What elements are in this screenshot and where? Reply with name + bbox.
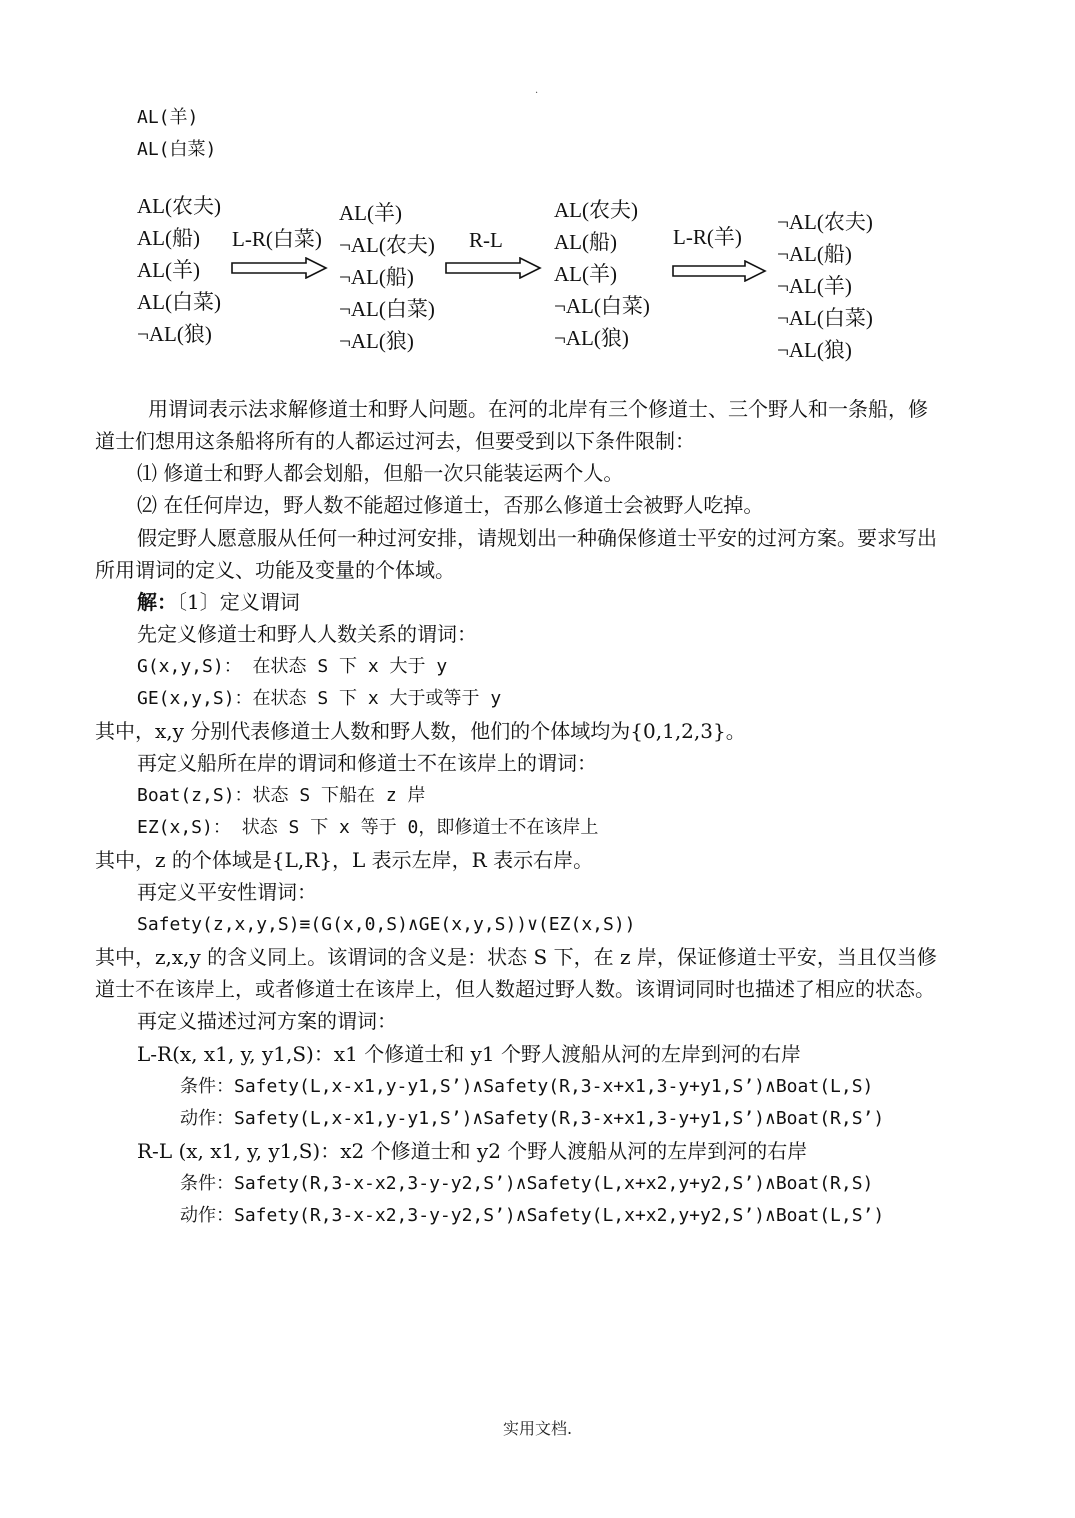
l-r-action: 动作：Safety(L,x-x1,y-y1,S’)∧Safety(R,3-x+x1,3-y+y1,S’)∧Boat(R,S’) <box>180 1108 885 1129</box>
text-line: 先定义修道士和野人人数关系的谓词： <box>137 622 477 646</box>
state-1-item: ¬AL(狼) <box>137 322 212 346</box>
state-4-item: ¬AL(白菜) <box>777 306 873 330</box>
state-2-item: ¬AL(船) <box>339 265 414 289</box>
state-1-item: AL(羊) <box>137 258 200 282</box>
state-4 <box>777 210 873 370</box>
predicate-boat: Boat(z,S)：状态 S 下船在 z 岸 <box>137 785 426 806</box>
r-l-condition: 条件：Safety(R,3-x-x2,3-y-y2,S’)∧Safety(L,x+x2,y+y2,S’)∧Boat(R,S) <box>180 1173 874 1194</box>
right-arrow-icon <box>230 257 328 279</box>
state-3-item: ¬AL(白菜) <box>554 294 650 318</box>
predicate-ez: EZ(x,S)： 状态 S 下 x 等于 0，即修道士不在该岸上 <box>137 817 599 838</box>
top-line-2: AL(白菜) <box>137 139 217 160</box>
l-r-condition: 条件：Safety(L,x-x1,y-y1,S’)∧Safety(R,3-x+x1,3-y+y1,S’)∧Boat(L,S) <box>180 1076 874 1097</box>
solution-heading <box>137 590 300 614</box>
paragraph-assume-1: 假定野人愿意服从任何一种过河安排，请规划出一种确保修道士平安的过河方案。要求写出 <box>137 526 937 550</box>
state-2 <box>339 201 435 361</box>
solution-label: 解： <box>137 590 177 614</box>
operation-label-2: R-L <box>469 228 503 252</box>
state-4-item: ¬AL(农夫) <box>777 210 873 234</box>
state-1-item: AL(船) <box>137 226 200 250</box>
right-arrow-icon <box>444 257 542 279</box>
state-3-item: AL(羊) <box>554 262 617 286</box>
predicate-r-l: R-L (x, x1, y, y1,S)：x2 个修道士和 y2 个野人渡船从河的左岸到河的右岸 <box>137 1139 808 1163</box>
state-3-item: AL(农夫) <box>554 198 638 222</box>
page-footer: 实用文档. <box>502 1419 573 1438</box>
predicate-l-r: L-R(x, x1, y, y1,S)：x1 个修道士和 y1 个野人渡船从河的左岸到河的右岸 <box>137 1042 801 1066</box>
predicate-g: G(x,y,S)： 在状态 S 下 x 大于 y <box>137 656 448 677</box>
state-2-item: AL(羊) <box>339 201 402 225</box>
header-dot: · <box>535 88 539 99</box>
operation-label-3: L-R(羊) <box>673 225 742 249</box>
condition-2: ⑵ 在任何岸边，野人数不能超过修道士，否那么修道士会被野人吃掉。 <box>137 493 764 517</box>
state-4-item: ¬AL(羊) <box>777 274 852 298</box>
operation-label-1: L-R(白菜) <box>232 227 322 251</box>
state-1-item: AL(农夫) <box>137 194 221 218</box>
state-3 <box>554 198 650 358</box>
predicate-safety: Safety(z,x,y,S)≡(G(x,0,S)∧GE(x,y,S))∨(EZ(x,S)) <box>137 914 636 935</box>
text-line: 其中，z 的个体域是{L,R}，L 表示左岸，R 表示右岸。 <box>95 848 594 872</box>
text-line: 其中，x,y 分别代表修道士人数和野人数，他们的个体域均为{0,1,2,3}。 <box>95 719 746 743</box>
paragraph-problem-2: 道士们想用这条船将所有的人都运过河去，但要受到以下条件限制： <box>95 429 695 453</box>
state-4-item: ¬AL(狼) <box>777 338 852 362</box>
state-3-item: AL(船) <box>554 230 617 254</box>
text-line: 再定义描述过河方案的谓词： <box>137 1009 397 1033</box>
solution-step: 〔1〕定义谓词 <box>177 590 300 614</box>
paragraph-assume-2: 所用谓词的定义、功能及变量的个体域。 <box>95 558 455 582</box>
state-1-item: AL(白菜) <box>137 290 221 314</box>
text-line: 再定义船所在岸的谓词和修道士不在该岸上的谓词： <box>137 751 597 775</box>
right-arrow-icon <box>671 260 767 282</box>
text-line: 道士不在该岸上，或者修道士在该岸上，但人数超过野人数。该谓词同时也描述了相应的状态。 <box>95 977 935 1001</box>
state-2-item: ¬AL(白菜) <box>339 297 435 321</box>
state-4-item: ¬AL(船) <box>777 242 852 266</box>
text-line: 再定义平安性谓词： <box>137 880 317 904</box>
condition-1: ⑴ 修道士和野人都会划船，但船一次只能装运两个人。 <box>137 461 624 485</box>
paragraph-problem-1: 用谓词表示法求解修道士和野人问题。在河的北岸有三个修道士、三个野人和一条船，修 <box>148 397 928 421</box>
r-l-action: 动作：Safety(R,3-x-x2,3-y-y2,S’)∧Safety(L,x+x2,y+y2,S’)∧Boat(L,S’) <box>180 1205 885 1226</box>
state-2-item: ¬AL(狼) <box>339 329 414 353</box>
top-line-1: AL(羊) <box>137 107 199 128</box>
state-1 <box>137 194 221 354</box>
predicate-ge: GE(x,y,S)：在状态 S 下 x 大于或等于 y <box>137 688 502 709</box>
state-2-item: ¬AL(农夫) <box>339 233 435 257</box>
state-3-item: ¬AL(狼) <box>554 326 629 350</box>
text-line: 其中，z,x,y 的含义同上。该谓词的含义是：状态 S 下，在 z 岸，保证修道士平安，当且仅当修 <box>95 945 937 969</box>
